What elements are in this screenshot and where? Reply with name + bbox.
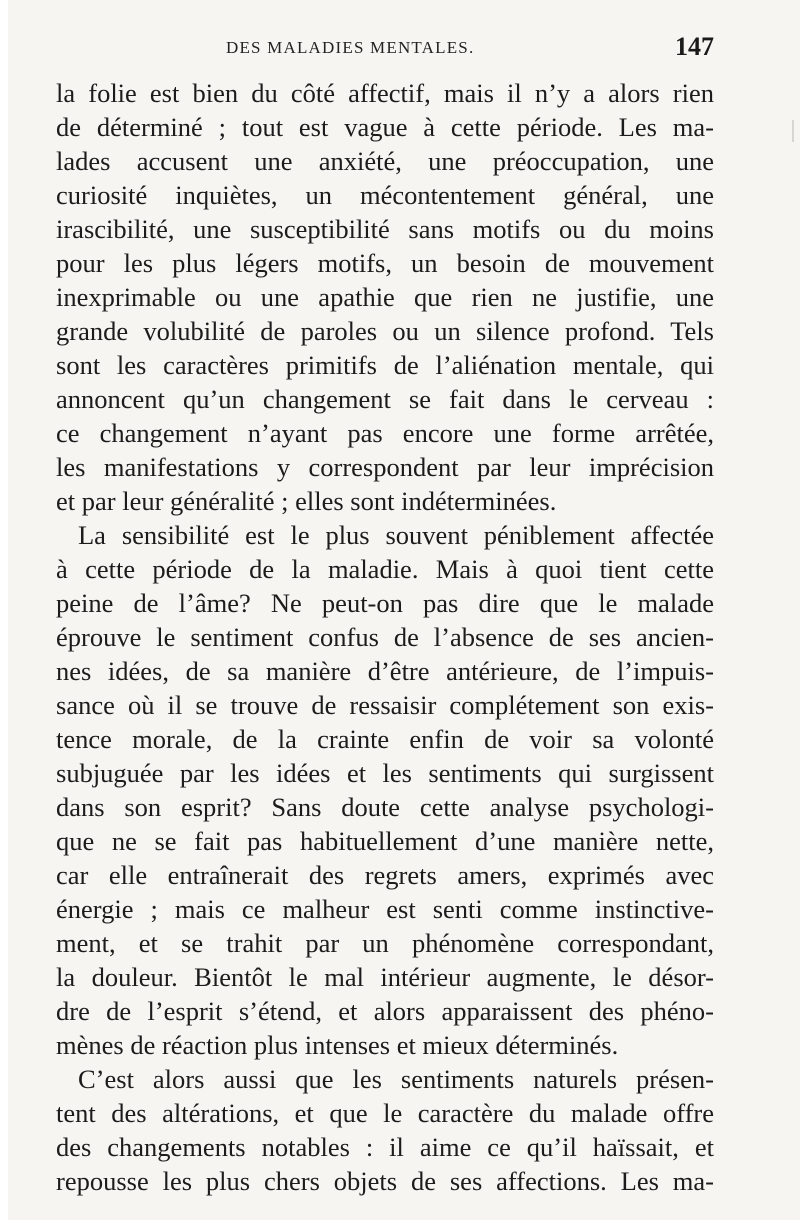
text-line: énergie ; mais ce malheur est senti comme instinctive- [56,894,714,924]
text-line: annoncent qu’un changement se fait dans le cerveau : [56,384,714,414]
paragraph-first-line: La sensibilité est le plus souvent péniblement affectée [78,520,714,550]
text-line: grande volubilité de paroles ou un silence profond. Tels [56,316,714,346]
text-line: dans son esprit? Sans doute cette analyse psychologi- [56,792,714,822]
running-head [56,30,714,66]
paragraph-first-line: C’est alors aussi que les sentiments naturels présen- [78,1064,714,1094]
text-line: irascibilité, une susceptibilité sans motifs ou du moins [56,214,714,244]
text-line: les manifestations y correspondent par leur imprécision [56,452,714,482]
text-line: la douleur. Bientôt le mal intérieur augmente, le désor- [56,962,714,992]
text-line: des changements notables : il aime ce qu’il haïssait, et [56,1132,714,1162]
text-line: ce changement n’ayant pas encore une forme arrêtée, [56,418,714,448]
text-line: mènes de réaction plus intenses et mieux déterminés. [56,1030,619,1060]
text-line: éprouve le sentiment confus de l’absence de ses ancien- [56,622,714,652]
text-line: car elle entraînerait des regrets amers, exprimés avec [56,860,714,890]
text-line: tence morale, de la crainte enfin de voir sa volonté [56,724,714,754]
text-line: sont les caractères primitifs de l’aliénation mentale, qui [56,350,714,380]
text-line: la folie est bien du côté affectif, mais il n’y a alors rien [56,78,714,108]
page-number: 147 [675,32,714,61]
text-line: dre de l’esprit s’étend, et alors apparaissent des phéno- [56,996,714,1026]
text-line: sance où il se trouve de ressaisir complétement son exis- [56,690,714,720]
page-edge-mark [792,120,794,142]
text-line: à cette période de la maladie. Mais à quoi tient cette [56,554,714,584]
text-line: et par leur généralité ; elles sont indéterminées. [56,486,557,516]
text-line: curiosité inquiètes, un mécontentement général, une [56,180,714,210]
text-line: pour les plus légers motifs, un besoin de mouvement [56,248,714,278]
text-line: ment, et se trahit par un phénomène correspondant, [56,928,714,958]
text-line: lades accusent une anxiété, une préoccupation, une [56,146,714,176]
text-line: nes idées, de sa manière d’être antérieure, de l’impuis- [56,656,714,686]
running-title: DES MALADIES MENTALES. [226,38,475,57]
text-line: subjuguée par les idées et les sentiments qui surgissent [56,758,714,788]
text-line: inexprimable ou une apathie que rien ne justifie, une [56,282,714,312]
text-line: de déterminé ; tout est vague à cette période. Les ma- [56,112,714,142]
text-line: repousse les plus chers objets de ses affections. Les ma- [56,1166,714,1196]
text-line: peine de l’âme? Ne peut-on pas dire que le malade [56,588,714,618]
text-line: tent des altérations, et que le caractère du malade offre [56,1098,714,1128]
text-line: que ne se fait pas habituellement d’une manière nette, [56,826,714,856]
